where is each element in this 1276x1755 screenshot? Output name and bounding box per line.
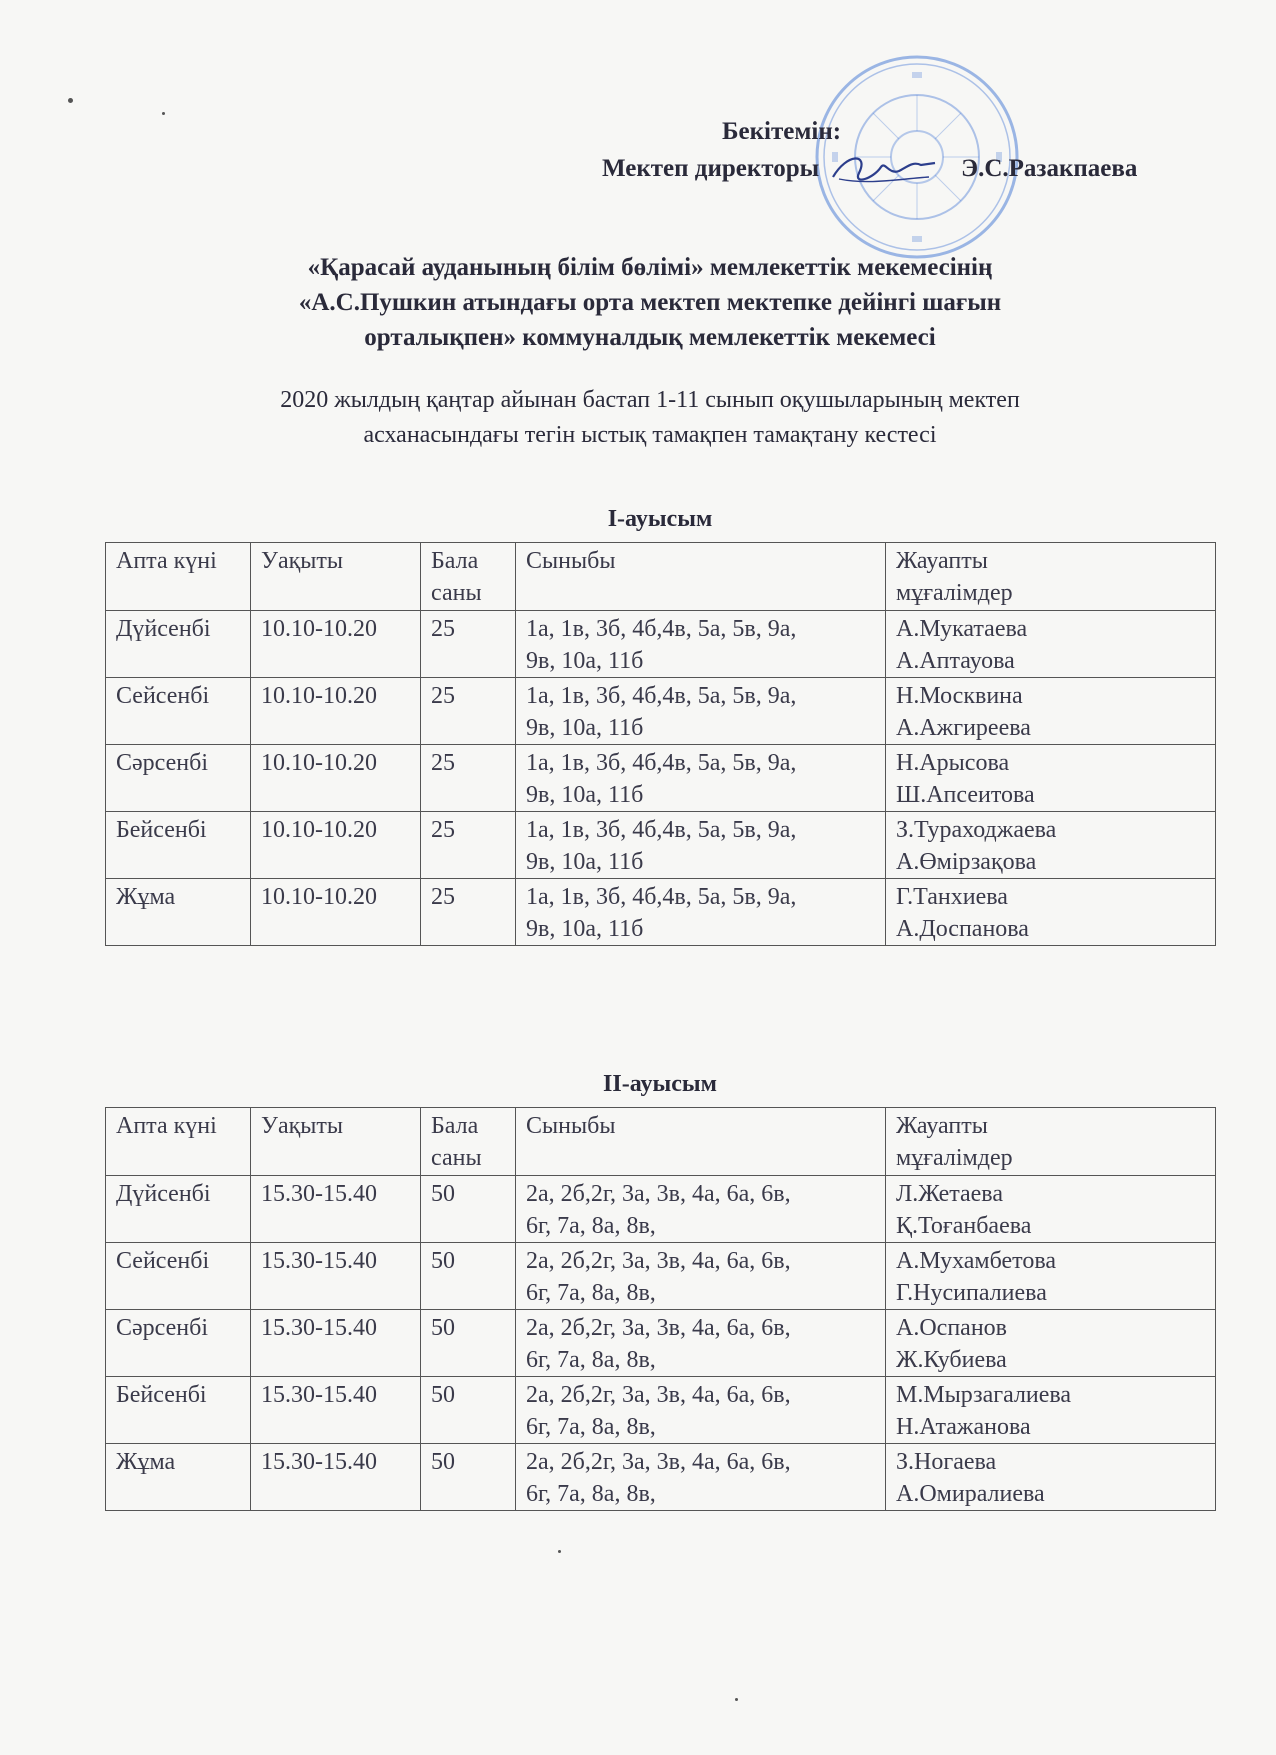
- teachers-cell: Н.Арысова Ш.Апсеитова: [886, 745, 1216, 812]
- table-header-row: [106, 1108, 1216, 1176]
- teachers-cell: Г.Танхиева А.Доспанова: [886, 879, 1216, 946]
- count-cell: 25: [421, 678, 516, 745]
- day-cell: Сәрсенбі: [106, 1310, 251, 1377]
- teachers-cell: Л.Жетаева Қ.Тоғанбаева: [886, 1176, 1216, 1243]
- header-count: Бала саны: [421, 543, 516, 611]
- header-classes: Сыныбы: [516, 543, 886, 611]
- shift2-title: ІІ-ауысым: [603, 1071, 717, 1097]
- table-row: [106, 812, 1216, 879]
- schedule-subtitle: [180, 383, 1120, 453]
- table-row: [106, 879, 1216, 946]
- scan-speck: [68, 98, 73, 103]
- time-cell: 10.10-10.20: [251, 812, 421, 879]
- time-cell: 15.30-15.40: [251, 1377, 421, 1444]
- header-classes: Сыныбы: [516, 1108, 886, 1176]
- count-cell: 50: [421, 1243, 516, 1310]
- shift1-table: [105, 542, 1216, 946]
- classes-cell: 1а, 1в, 3б, 4б,4в, 5а, 5в, 9а, 9в, 10а, 11б: [516, 812, 886, 879]
- time-cell: 10.10-10.20: [251, 879, 421, 946]
- day-cell: Жұма: [106, 1444, 251, 1511]
- classes-cell: 2а, 2б,2г, 3а, 3в, 4а, 6а, 6в, 6г, 7а, 8а, 8в,: [516, 1176, 886, 1243]
- day-cell: Дүйсенбі: [106, 611, 251, 678]
- count-cell: 50: [421, 1176, 516, 1243]
- approval-title: Бекітемін:: [722, 118, 842, 145]
- director-position: Мектеп директоры: [602, 155, 820, 182]
- table-row: [106, 611, 1216, 678]
- time-cell: 10.10-10.20: [251, 611, 421, 678]
- header-time: Уақыты: [251, 543, 421, 611]
- table-row: [106, 1176, 1216, 1243]
- time-cell: 10.10-10.20: [251, 678, 421, 745]
- table-row: [106, 1310, 1216, 1377]
- count-cell: 50: [421, 1310, 516, 1377]
- time-cell: 15.30-15.40: [251, 1444, 421, 1511]
- count-cell: 25: [421, 745, 516, 812]
- time-cell: 15.30-15.40: [251, 1176, 421, 1243]
- table-header-row: [106, 543, 1216, 611]
- table-row: [106, 1444, 1216, 1511]
- shift2-table: [105, 1107, 1216, 1511]
- table-row: [106, 1377, 1216, 1444]
- time-cell: 15.30-15.40: [251, 1243, 421, 1310]
- count-cell: 50: [421, 1377, 516, 1444]
- scan-speck: [162, 112, 165, 115]
- table-row: [106, 678, 1216, 745]
- teachers-cell: М.Мырзагалиева Н.Атажанова: [886, 1377, 1216, 1444]
- day-cell: Дүйсенбі: [106, 1176, 251, 1243]
- organization-title: [180, 250, 1120, 355]
- day-cell: Сейсенбі: [106, 678, 251, 745]
- day-cell: Сейсенбі: [106, 1243, 251, 1310]
- scan-speck: [558, 1550, 561, 1553]
- header-count: Бала саны: [421, 1108, 516, 1176]
- classes-cell: 1а, 1в, 3б, 4б,4в, 5а, 5в, 9а, 9в, 10а, 11б: [516, 678, 886, 745]
- teachers-cell: Н.Москвина А.Ажгиреева: [886, 678, 1216, 745]
- teachers-cell: А.Мукатаева А.Аптауова: [886, 611, 1216, 678]
- signature-icon: [829, 149, 939, 189]
- organization-line-3: орталықпен» коммуналдық мемлекеттік мекемесі: [364, 324, 936, 351]
- classes-cell: 1а, 1в, 3б, 4б,4в, 5а, 5в, 9а, 9в, 10а, 11б: [516, 879, 886, 946]
- table-row: [106, 1243, 1216, 1310]
- day-cell: Бейсенбі: [106, 1377, 251, 1444]
- header-teachers: Жауапты мұғалімдер: [886, 543, 1216, 611]
- time-cell: 15.30-15.40: [251, 1310, 421, 1377]
- teachers-cell: А.Мухамбетова Г.Нусипалиева: [886, 1243, 1216, 1310]
- classes-cell: 2а, 2б,2г, 3а, 3в, 4а, 6а, 6в, 6г, 7а, 8а, 8в,: [516, 1310, 886, 1377]
- shift1-title: І-ауысым: [607, 506, 713, 532]
- header-time: Уақыты: [251, 1108, 421, 1176]
- approval-block: [560, 115, 1180, 189]
- classes-cell: 2а, 2б,2г, 3а, 3в, 4а, 6а, 6в, 6г, 7а, 8а, 8в,: [516, 1377, 886, 1444]
- classes-cell: 2а, 2б,2г, 3а, 3в, 4а, 6а, 6в, 6г, 7а, 8а, 8в,: [516, 1243, 886, 1310]
- count-cell: 50: [421, 1444, 516, 1511]
- classes-cell: 1а, 1в, 3б, 4б,4в, 5а, 5в, 9а, 9в, 10а, 11б: [516, 745, 886, 812]
- day-cell: Сәрсенбі: [106, 745, 251, 812]
- subtitle-line-2: асханасындағы тегін ыстық тамақпен тамақтану кестесі: [363, 422, 937, 448]
- time-cell: 10.10-10.20: [251, 745, 421, 812]
- organization-line-2: «А.С.Пушкин атындағы орта мектеп мектепке дейінгі шағын: [298, 289, 1002, 316]
- day-cell: Жұма: [106, 879, 251, 946]
- classes-cell: 2а, 2б,2г, 3а, 3в, 4а, 6а, 6в, 6г, 7а, 8а, 8в,: [516, 1444, 886, 1511]
- classes-cell: 1а, 1в, 3б, 4б,4в, 5а, 5в, 9а, 9в, 10а, 11б: [516, 611, 886, 678]
- day-cell: Бейсенбі: [106, 812, 251, 879]
- organization-line-1: «Қарасай ауданының білім бөлімі» мемлекеттік мекемесінің: [307, 254, 993, 281]
- table-row: [106, 745, 1216, 812]
- count-cell: 25: [421, 611, 516, 678]
- count-cell: 25: [421, 879, 516, 946]
- header-day: Апта күні: [106, 1108, 251, 1176]
- teachers-cell: З.Тураходжаева А.Өмірзақова: [886, 812, 1216, 879]
- director-name: Э.С.Разакпаева: [961, 155, 1138, 182]
- teachers-cell: З.Ногаева А.Омиралиева: [886, 1444, 1216, 1511]
- count-cell: 25: [421, 812, 516, 879]
- header-day: Апта күні: [106, 543, 251, 611]
- header-teachers: Жауапты мұғалімдер: [886, 1108, 1216, 1176]
- scan-speck: [735, 1698, 738, 1701]
- teachers-cell: А.Оспанов Ж.Кубиева: [886, 1310, 1216, 1377]
- subtitle-line-1: 2020 жылдың қаңтар айынан бастап 1-11 сынып оқушыларының мектеп: [280, 387, 1020, 413]
